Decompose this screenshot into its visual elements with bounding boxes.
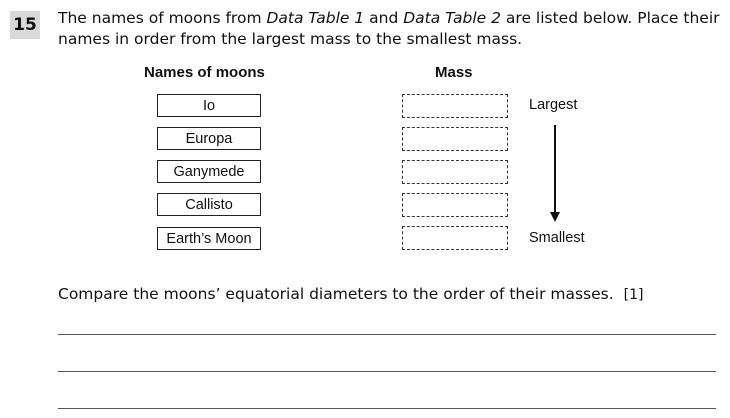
moon-name-box-io[interactable]: Io xyxy=(157,94,261,117)
mass-slot-1[interactable] xyxy=(402,94,508,118)
question-number: 15 xyxy=(10,11,40,39)
mass-slot-2[interactable] xyxy=(402,127,508,151)
question-prompt xyxy=(58,8,723,50)
prompt-text: and xyxy=(364,9,404,27)
moon-name-box-callisto[interactable]: Callisto xyxy=(157,193,261,216)
down-arrow-icon xyxy=(550,212,560,222)
mass-slot-5[interactable] xyxy=(402,226,508,250)
answer-line[interactable] xyxy=(58,371,716,372)
moon-name-box-ganymede[interactable]: Ganymede xyxy=(157,160,261,183)
followup-prompt: Compare the moons’ equatorial diameters to the order of their masses. xyxy=(58,285,614,303)
moon-name-box-europa[interactable]: Europa xyxy=(157,127,261,150)
mass-slot-3[interactable] xyxy=(402,160,508,184)
largest-label: Largest xyxy=(529,97,578,113)
prompt-text: The names of moons from xyxy=(58,9,267,27)
answer-line[interactable] xyxy=(58,334,716,335)
answer-line[interactable] xyxy=(58,408,716,409)
prompt-text: are listed below. Place their names in order from the largest mass to the smallest mass. xyxy=(58,9,720,48)
data-table-1-ref: Data Table 1 xyxy=(266,9,365,27)
mass-slot-4[interactable] xyxy=(402,193,508,217)
followup-question xyxy=(58,285,644,303)
data-table-2-ref: Data Table 2 xyxy=(403,9,501,27)
names-column-header: Names of moons xyxy=(144,64,265,81)
marks-label: [1] xyxy=(623,287,644,303)
mass-column-header: Mass xyxy=(435,64,473,81)
smallest-label: Smallest xyxy=(529,230,585,246)
moon-name-box-earths-moon[interactable]: Earth’s Moon xyxy=(157,227,261,250)
order-arrow-shaft xyxy=(554,125,556,213)
